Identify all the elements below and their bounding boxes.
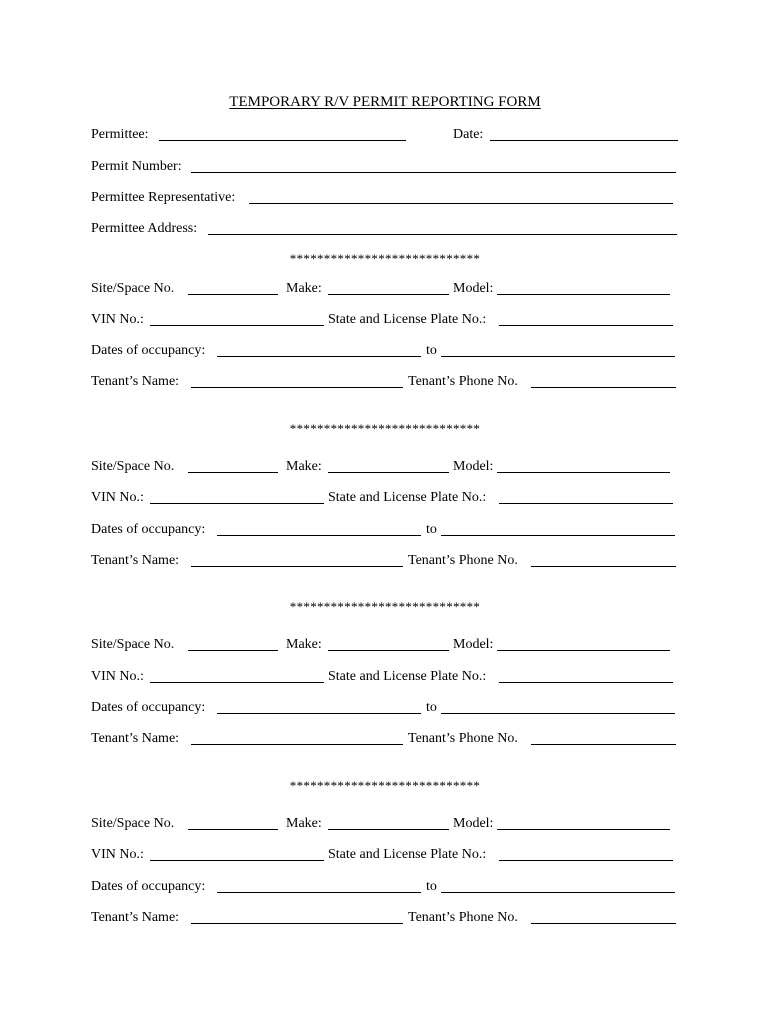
vin-row <box>91 489 681 509</box>
tenant-name-label: Tenant’s Name: <box>91 553 180 568</box>
make-label: Make: <box>286 281 322 296</box>
model-label: Model: <box>453 637 494 652</box>
site-space-label: Site/Space No. <box>91 459 175 474</box>
separator: **************************** <box>289 421 481 436</box>
occupancy-row <box>91 342 681 362</box>
permittee-label: Permittee: <box>91 127 149 142</box>
model-field[interactable] <box>497 294 670 295</box>
site-row <box>91 815 681 835</box>
occupancy-from-field[interactable] <box>217 356 421 357</box>
vin-row <box>91 668 681 688</box>
state-plate-field[interactable] <box>499 682 673 683</box>
permittee-field[interactable] <box>159 140 406 141</box>
tenant-row <box>91 373 681 393</box>
address-label: Permittee Address: <box>91 221 198 236</box>
model-field[interactable] <box>497 472 670 473</box>
to-label: to <box>426 879 437 894</box>
representative-field[interactable] <box>249 203 673 204</box>
site-space-field[interactable] <box>188 650 278 651</box>
form-title <box>0 94 770 111</box>
vin-label: VIN No.: <box>91 847 144 862</box>
make-field[interactable] <box>328 829 449 830</box>
vin-label: VIN No.: <box>91 490 144 505</box>
to-label: to <box>426 522 437 537</box>
tenant-phone-label: Tenant’s Phone No. <box>408 553 518 568</box>
model-field[interactable] <box>497 650 670 651</box>
separator: **************************** <box>289 251 481 266</box>
tenant-row <box>91 552 681 572</box>
site-space-label: Site/Space No. <box>91 281 175 296</box>
model-field[interactable] <box>497 829 670 830</box>
model-label: Model: <box>453 816 494 831</box>
permit-number-row <box>91 158 681 178</box>
form-title-text: TEMPORARY R/V PERMIT REPORTING FORM <box>229 94 541 110</box>
tenant-name-label: Tenant’s Name: <box>91 910 180 925</box>
tenant-phone-field[interactable] <box>531 387 676 388</box>
tenant-phone-field[interactable] <box>531 744 676 745</box>
to-label: to <box>426 700 437 715</box>
site-space-label: Site/Space No. <box>91 816 175 831</box>
state-plate-field[interactable] <box>499 325 673 326</box>
occupancy-row <box>91 699 681 719</box>
date-field[interactable] <box>490 140 678 141</box>
vin-field[interactable] <box>150 682 324 683</box>
tenant-phone-field[interactable] <box>531 923 676 924</box>
site-row <box>91 458 681 478</box>
dates-occupancy-label: Dates of occupancy: <box>91 343 206 358</box>
site-space-label: Site/Space No. <box>91 637 175 652</box>
tenant-phone-field[interactable] <box>531 566 676 567</box>
state-plate-field[interactable] <box>499 503 673 504</box>
tenant-phone-label: Tenant’s Phone No. <box>408 374 518 389</box>
separator: **************************** <box>289 778 481 793</box>
occupancy-to-field[interactable] <box>441 535 675 536</box>
occupancy-to-field[interactable] <box>441 892 675 893</box>
site-row <box>91 280 681 300</box>
vin-row <box>91 846 681 866</box>
tenant-name-field[interactable] <box>191 387 403 388</box>
address-row <box>91 220 681 240</box>
representative-label: Permittee Representative: <box>91 190 236 205</box>
permit-number-field[interactable] <box>191 172 676 173</box>
tenant-name-field[interactable] <box>191 744 403 745</box>
site-space-field[interactable] <box>188 829 278 830</box>
make-field[interactable] <box>328 650 449 651</box>
representative-row <box>91 189 681 209</box>
state-plate-label: State and License Plate No.: <box>328 847 487 862</box>
make-label: Make: <box>286 637 322 652</box>
occupancy-from-field[interactable] <box>217 892 421 893</box>
make-field[interactable] <box>328 294 449 295</box>
dates-occupancy-label: Dates of occupancy: <box>91 522 206 537</box>
permit-number-label: Permit Number: <box>91 159 182 174</box>
model-label: Model: <box>453 459 494 474</box>
vin-field[interactable] <box>150 860 324 861</box>
make-field[interactable] <box>328 472 449 473</box>
make-label: Make: <box>286 459 322 474</box>
tenant-name-label: Tenant’s Name: <box>91 374 180 389</box>
dates-occupancy-label: Dates of occupancy: <box>91 700 206 715</box>
tenant-name-field[interactable] <box>191 923 403 924</box>
occupancy-from-field[interactable] <box>217 713 421 714</box>
state-plate-label: State and License Plate No.: <box>328 490 487 505</box>
occupancy-to-field[interactable] <box>441 356 675 357</box>
site-space-field[interactable] <box>188 294 278 295</box>
date-label: Date: <box>453 127 484 142</box>
occupancy-row <box>91 878 681 898</box>
state-plate-label: State and License Plate No.: <box>328 669 487 684</box>
site-row <box>91 636 681 656</box>
tenant-row <box>91 730 681 750</box>
occupancy-row <box>91 521 681 541</box>
model-label: Model: <box>453 281 494 296</box>
to-label: to <box>426 343 437 358</box>
tenant-phone-label: Tenant’s Phone No. <box>408 910 518 925</box>
address-field[interactable] <box>208 234 677 235</box>
vin-row <box>91 311 681 331</box>
tenant-name-field[interactable] <box>191 566 403 567</box>
tenant-phone-label: Tenant’s Phone No. <box>408 731 518 746</box>
occupancy-from-field[interactable] <box>217 535 421 536</box>
dates-occupancy-label: Dates of occupancy: <box>91 879 206 894</box>
state-plate-field[interactable] <box>499 860 673 861</box>
make-label: Make: <box>286 816 322 831</box>
tenant-name-label: Tenant’s Name: <box>91 731 180 746</box>
separator: **************************** <box>289 599 481 614</box>
vin-label: VIN No.: <box>91 669 144 684</box>
tenant-row <box>91 909 681 929</box>
vin-field[interactable] <box>150 325 324 326</box>
occupancy-to-field[interactable] <box>441 713 675 714</box>
vin-label: VIN No.: <box>91 312 144 327</box>
vin-field[interactable] <box>150 503 324 504</box>
permittee-row <box>91 126 681 146</box>
site-space-field[interactable] <box>188 472 278 473</box>
state-plate-label: State and License Plate No.: <box>328 312 487 327</box>
